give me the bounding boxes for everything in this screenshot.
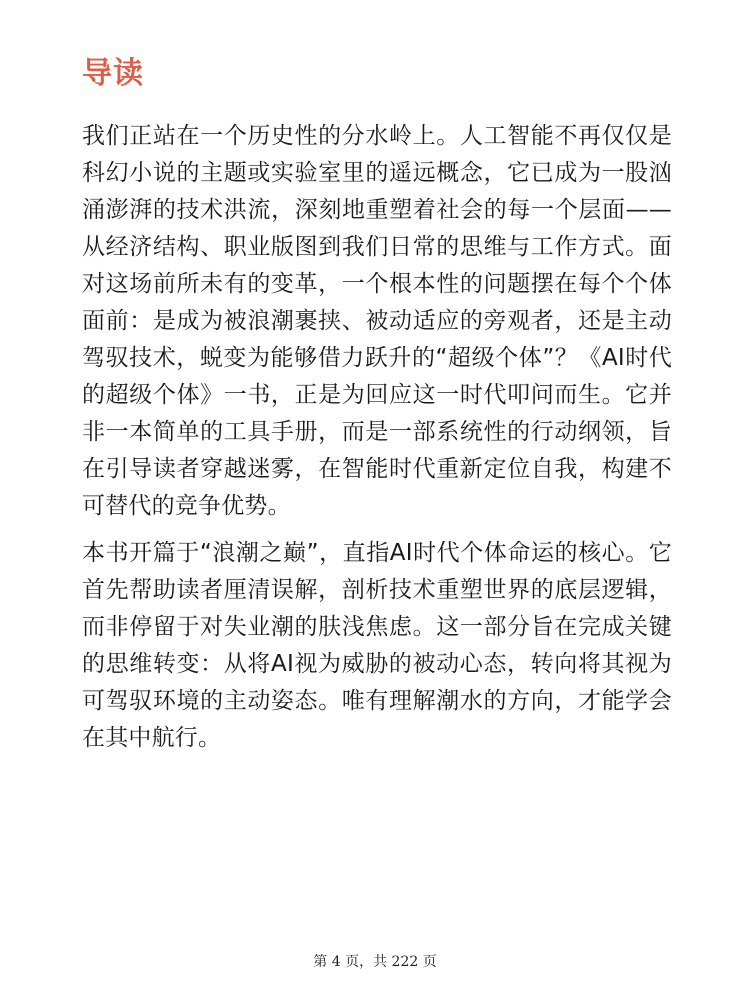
paragraph: 本书开篇于“浪潮之巅”，直指AI时代个体命运的核心。它首先帮助读者厘清误解，剖析技术重塑世界的底层逻辑，而非停留于对失业潮的肤浅焦虑。这一部分旨在完成关键的思维转变：从将AI视为威胁的被动心态，转向将其视为可驾驭环境的主动姿态。唯有理解潮水的方向，才能学会在其中航行。 (82, 540, 672, 751)
section-heading: 导读 (82, 56, 144, 91)
page-footer: 第 4 页，共 222 页 (313, 954, 437, 970)
paragraph: 我们正站在一个历史性的分水岭上。人工智能不再仅仅是科幻小说的主题或实验室里的遥远概念，它已成为一股汹涌澎湃的技术洪流，深刻地重塑着社会的每一个层面——从经济结构、职业版图到我们日常的思维与工作方式。面对这场前所未有的变革，一个根本性的问题摆在每个个体面前：是成为被浪潮裹挟、被动适应的旁观者，还是主动驾驭技术，蜕变为能够借力跃升的“超级个体”？《AI时代的超级个体》一书，正是为回应这一时代叩问而生。它并非一本简单的工具手册，而是一部系统性的行动纲领，旨在引导读者穿越迷雾，在智能时代重新定位自我，构建不可替代的竞争优势。 (82, 123, 672, 519)
body-text (82, 118, 672, 767)
